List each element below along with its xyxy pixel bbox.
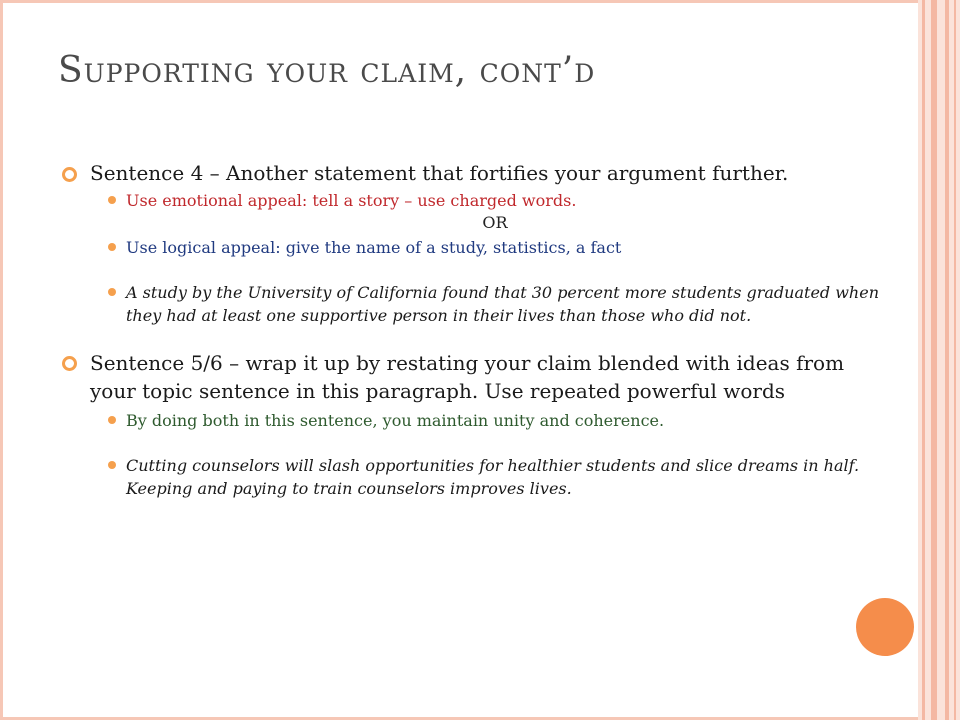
dot-bullet-icon bbox=[108, 416, 116, 424]
circle-bullet-icon bbox=[62, 167, 77, 182]
subbullet-unity-coherence bbox=[62, 409, 882, 432]
side-stripe bbox=[922, 0, 925, 720]
subbullet-counselors-example bbox=[62, 454, 882, 500]
subbullet-text: A study by the University of California found that 30 percent more students graduated when they had at least one supportive person in their lives than those who did not. bbox=[126, 283, 880, 325]
circle-bullet-icon bbox=[62, 356, 77, 371]
subbullet-text: Cutting counselors will slash opportunities for healthier students and slice dreams in half. Keeping and paying to train counselors improves lives. bbox=[126, 456, 860, 498]
slide-content bbox=[62, 160, 882, 500]
subbullet-study-example bbox=[62, 281, 882, 327]
dot-bullet-icon bbox=[108, 243, 116, 251]
decorative-orange-circle bbox=[856, 598, 914, 656]
bullet-text: Sentence 5/6 – wrap it up by restating your claim blended with ideas from your topic sentence in this paragraph. Use repeated powerful words bbox=[90, 351, 845, 403]
slide-title: Supporting your claim, cont’d bbox=[58, 50, 596, 91]
subbullet-logical-appeal bbox=[62, 236, 882, 259]
bullet-text: Sentence 4 – Another statement that fortifies your argument further. bbox=[90, 161, 789, 185]
dot-bullet-icon bbox=[108, 288, 116, 296]
or-connector: OR bbox=[482, 213, 508, 232]
dot-bullet-icon bbox=[108, 196, 116, 204]
bullet-sentence-4 bbox=[62, 160, 882, 187]
subbullet-emotional-appeal bbox=[62, 189, 882, 212]
side-stripe bbox=[945, 0, 949, 720]
subbullet-text: Use emotional appeal: tell a story – use charged words. bbox=[126, 191, 577, 210]
dot-bullet-icon bbox=[108, 461, 116, 469]
frame-top-border bbox=[0, 0, 920, 3]
subbullet-text: By doing both in this sentence, you maintain unity and coherence. bbox=[126, 411, 665, 430]
subbullet-text: Use logical appeal: give the name of a study, statistics, a fact bbox=[126, 238, 622, 257]
bullet-sentence-5-6 bbox=[62, 349, 882, 405]
decorative-side-bar bbox=[918, 0, 960, 720]
side-stripe bbox=[954, 0, 956, 720]
frame-left-border bbox=[0, 0, 3, 720]
side-stripe bbox=[931, 0, 937, 720]
